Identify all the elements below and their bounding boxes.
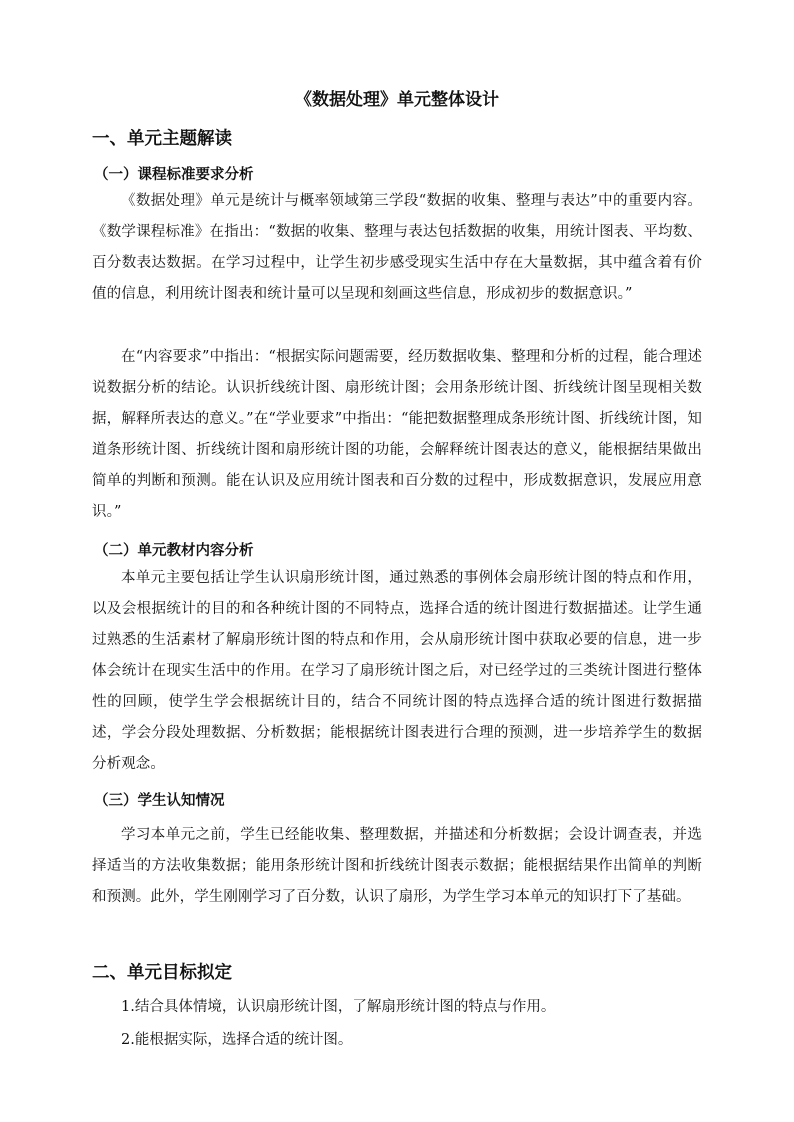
paragraph-curriculum-1: 《数据处理》单元是统计与概率领域第三学段“数据的收集、整理与表达”中的重要内容。《数学课程标准》在指出：“数据的收集、整理与表达包括数据的收集，用统计图表、平均数、百分数表达数据。在学习过程中，让学生初步感受现实生活中存在大量数据，其中蕴含着有价值的信息，利用统计图表和统计量可以呈现和刻画这些信息，形成初步的数据意识。”	[92, 193, 702, 302]
subsection-heading-textbook: （二）单元教材内容分析	[94, 543, 254, 559]
subsection-heading-curriculum: （一）课程标准要求分析	[94, 167, 254, 183]
paragraph-cognition: 学习本单元之前，学生已经能收集、整理数据，并描述和分析数据；会设计调查表，并选择适当的方法收集数据；能用条形统计图和折线统计图表示数据；能根据结果作出简单的判断和预测。此外，学生刚刚学习了百分数，认识了扇形，为学生学习本单元的知识打下了基础。	[92, 827, 702, 905]
paragraph-curriculum-2: 在“内容要求”中指出：“根据实际问题需要，经历数据收集、整理和分析的过程，能合理述说数据分析的结论。认识折线统计图、扇形统计图；会用条形统计图、折线统计图呈现相关数据，解释所表达的意义。”在“学业要求”中指出：“能把数据整理成条形统计图、折线统计图，知道条形统计图、折线统计图和扇形统计图的功能，会解释统计图表达的意义，能根据结果做出简单的判断和预测。能在认识及应用统计图表和百分数的过程中，形成数据意识，发展应用意识。”	[92, 349, 702, 520]
paragraph-textbook: 本单元主要包括让学生认识扇形统计图，通过熟悉的事例体会扇形统计图的特点和作用，以及会根据统计的目的和各种统计图的不同特点，选择合适的统计图进行数据描述。让学生通过熟悉的生活素材了解扇形统计图的特点和作用，会从扇形统计图中获取必要的信息，进一步体会统计在现实生活中的作用。在学习了扇形统计图之后，对已经学过的三类统计图进行整体性的回顾，使学生学会根据统计目的，结合不同统计图的特点选择合适的统计图进行数据描述，学会分段处理数据、分析数据；能根据统计图表进行合理的预测，进一步培养学生的数据分析观念。	[92, 570, 702, 772]
subsection-heading-cognition: （三）学生认知情况	[94, 793, 225, 809]
section-heading-goals: 二、单元目标拟定	[92, 963, 232, 983]
goal-item-2: 2.能根据实际，选择合适的统计图。	[121, 1032, 353, 1048]
section-heading-theme: 一、单元主题解读	[92, 129, 232, 149]
goal-item-1: 1.结合具体情境，认识扇形统计图，了解扇形统计图的特点与作用。	[121, 999, 556, 1015]
document-title: 《数据处理》单元整体设计	[295, 90, 499, 110]
